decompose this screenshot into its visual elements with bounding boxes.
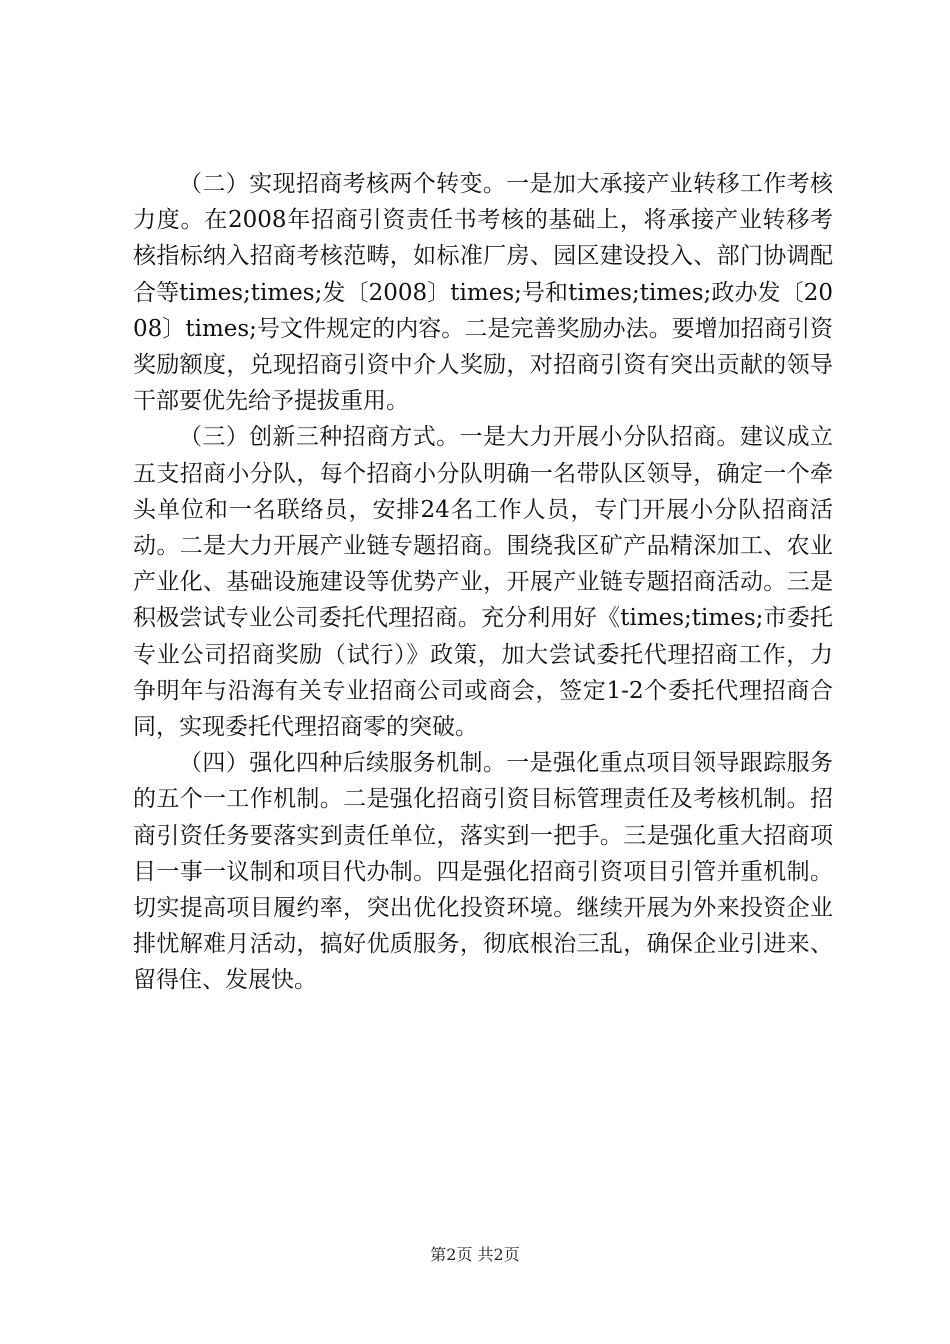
paragraph-two: （二）实现招商考核两个转变。一是加大承接产业转移工作考核力度。在2008年招商引资责任书考核的基础上，将承接产业转移考核指标纳入招商考核范畴，如标准厂房、园区建设投入、部门协调配合等times;times;发〔2008〕times;号和times;times;政办发〔2008〕times;号文件规定的内容。二是完善奖励办法。要增加招商引资奖励额度，兑现招商引资中介人奖励，对招商引资有突出贡献的领导干部要优先给予提拔重用。 — [133, 171, 833, 415]
page-number-footer: 第2页 共2页 — [430, 1245, 520, 1264]
paragraph-four: （四）强化四种后续服务机制。一是强化重点项目领导跟踪服务的五个一工作机制。二是强化招商引资目标管理责任及考核机制。招商引资任务要落实到责任单位，落实到一把手。三是强化重大招商项目一事一议制和项目代办制。四是强化招商引资项目引管并重机制。切实提高项目履约率，突出优化投资环境。继续开展为外来投资企业排忧解难月活动，搞好优质服务，彻底根治三乱，确保企业引进来、留得住、发展快。 — [133, 750, 833, 994]
paragraph-three: （三）创新三种招商方式。一是大力开展小分队招商。建议成立五支招商小分队，每个招商小分队明确一名带队区领导，确定一个牵头单位和一名联络员，安排24名工作人员，专门开展小分队招商活动。二是大力开展产业链专题招商。围绕我区矿产品精深加工、农业产业化、基础设施建设等优势产业，开展产业链专题招商活动。三是积极尝试专业公司委托代理招商。充分利用好《times;times;市委托专业公司招商奖励（试行）》政策，加大尝试委托代理招商工作，力争明年与沿海有关专业招商公司或商会，签定1-2个委托代理招商合同，实现委托代理招商零的突破。 — [133, 424, 833, 741]
document-body — [133, 166, 833, 999]
